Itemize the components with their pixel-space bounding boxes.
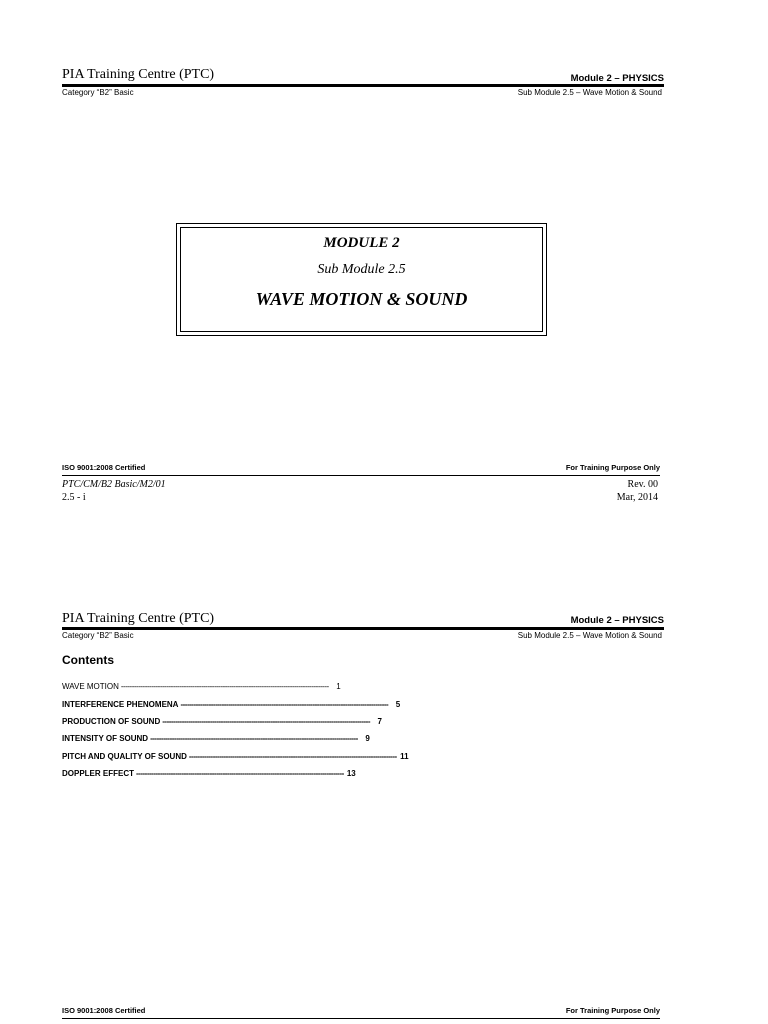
page1-iso-label: ISO 9001:2008 Certified <box>62 463 146 472</box>
page2-footer-rule <box>62 1018 660 1019</box>
toc-entry[interactable] <box>62 752 409 761</box>
page1-footer-rule <box>62 475 660 476</box>
toc-entry-page: 9 <box>365 734 370 743</box>
toc-leader-dots: ------------------------------------------------------------------------------------------------ <box>180 700 389 709</box>
toc-entry[interactable] <box>62 700 401 709</box>
page1-rev: Rev. 00 <box>627 479 658 490</box>
page1-doc-ref: PTC/CM/B2 Basic/M2/01 <box>62 479 166 490</box>
page1-header-rule <box>62 84 664 87</box>
page1-module-label: Module 2 – PHYSICS <box>570 73 664 84</box>
toc-leader-dots: ------------------------------------------------------------------------------------------------ <box>162 717 370 726</box>
toc-leader-dots: ------------------------------------------------------------------------------------------------ <box>120 682 329 691</box>
page1-page-number: 2.5 - i <box>62 492 86 503</box>
title-main: WAVE MOTION & SOUND <box>255 289 468 309</box>
toc-entry[interactable] <box>62 682 341 691</box>
contents-heading: Contents <box>62 653 114 667</box>
page1-org-title: PIA Training Centre (PTC) <box>62 67 215 82</box>
page2-iso-label: ISO 9001:2008 Certified <box>62 1006 146 1015</box>
toc-leader-dots: ------------------------------------------------------------------------------------------------ <box>188 752 397 761</box>
toc-entry-page: 1 <box>336 682 341 691</box>
toc-leader-dots: ------------------------------------------------------------------------------------------------ <box>150 734 358 743</box>
toc-entry[interactable] <box>62 769 356 778</box>
page2-submodule-label: Sub Module 2.5 – Wave Motion & Sound <box>517 631 662 640</box>
toc-entry-label: INTERFERENCE PHENOMENA <box>62 700 179 709</box>
toc-entry[interactable] <box>62 717 382 726</box>
page2-category-label: Category “B2” Basic <box>62 631 134 640</box>
toc-entry[interactable] <box>62 734 370 743</box>
toc-entry-page: 5 <box>395 700 401 709</box>
page1-category-label: Category “B2” Basic <box>62 88 134 97</box>
toc-entry-label: PRODUCTION OF SOUND <box>62 717 161 726</box>
toc-entry-page: 7 <box>377 717 382 726</box>
page2-module-label: Module 2 – PHYSICS <box>570 615 664 626</box>
title-submodule: Sub Module 2.5 <box>317 262 406 277</box>
toc-leader-dots: ------------------------------------------------------------------------------------------------ <box>136 769 344 778</box>
toc-entry-label: INTENSITY OF SOUND <box>62 734 149 743</box>
page2-org-title: PIA Training Centre (PTC) <box>62 611 215 626</box>
page1-date: Mar, 2014 <box>616 492 658 503</box>
toc-entry-label: PITCH AND QUALITY OF SOUND <box>62 752 187 761</box>
title-module: MODULE 2 <box>323 235 400 251</box>
title-box <box>176 223 547 336</box>
page2-purpose-label: For Training Purpose Only <box>565 1006 660 1015</box>
toc-entry-label: WAVE MOTION <box>62 682 119 691</box>
page2-header-rule <box>62 627 664 630</box>
toc-entry-page: 11 <box>400 752 409 761</box>
page1-purpose-label: For Training Purpose Only <box>565 463 660 472</box>
page1-submodule-label: Sub Module 2.5 – Wave Motion & Sound <box>517 88 662 97</box>
toc-entry-page: 13 <box>346 769 356 778</box>
toc-entry-label: DOPPLER EFFECT <box>62 769 135 778</box>
